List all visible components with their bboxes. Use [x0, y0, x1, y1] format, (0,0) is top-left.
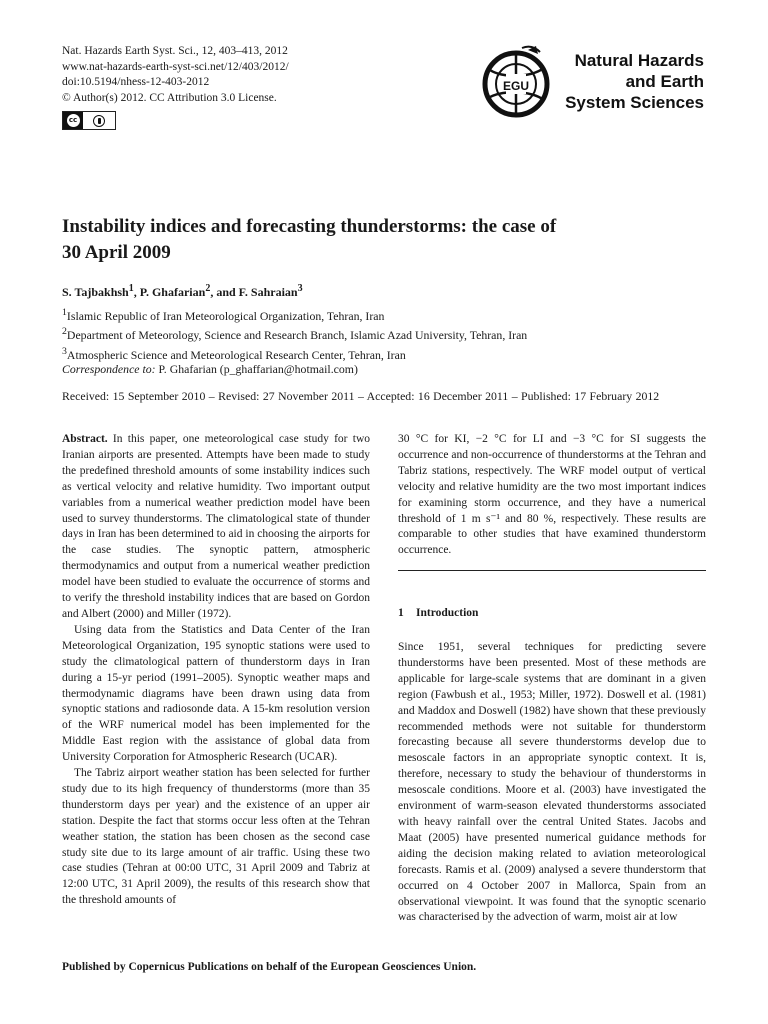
paper-title-line1: Instability indices and forecasting thunderstorms: the case of [62, 216, 557, 237]
section-title: Introduction [416, 607, 479, 619]
abstract-column [62, 432, 370, 909]
abstract-paragraph: The Tabriz airport weather station has been selected for further study due to its high frequency of thunderstorms (more than 35 thunderstorm days per year) and the existence of an upper air station. Despite the fact that storms occur less often at the Tehran weather station, the station has been chosen as the second case study site due to its large amount of air traffic. Using these two case studies (Tehran at 00:00 UTC, 31 April 2009 and Tabriz at 12:00 UTC, 31 April 2009), the results of this research show that the threshold amounts of [62, 767, 370, 907]
journal-name-line3: System Sciences [565, 93, 704, 112]
journal-name-line2: and Earth [625, 72, 704, 91]
introduction-body [398, 640, 706, 926]
cc-by-license-badge[interactable] [62, 111, 116, 130]
introduction-paragraph: Since 1951, several techniques for predicting severe thunderstorms have been presented. Most of these methods are applicable for large-scale systems that are dominant in a given region (Fawbush et al., 1953; Miller, 1972). Doswell et al. (1981) and Maddox and Doswell (1982) have shown that these previously recommended methods were not suitable for thunderstorm forecasting because all severe thunderstorms develop due to mesoscale factors in an appropriate synoptic context. It is, therefore, necessary to study the behaviour of thunderstorms in mesoscale conditions. Moore et al. (2003) have investigated the environment of warm-season elevated thunderstorms associated with heavy rainfall over the central United States. Jacobs and Maat (2005) have presented numerical guidance methods for aiding the decision making related to aviation meteorological forecasts. Ramis et al. (2009) analysed a severe thunderstorm that occurred on 4 October 2007 in Mallorca, Spain from an observational viewpoint. It was found that the synoptic scenario was characterised by the advection of warm, moist air at low [398, 641, 706, 924]
section-heading-introduction [398, 607, 478, 619]
egu-logo-icon [478, 44, 558, 122]
section-number: 1 [398, 607, 404, 619]
journal-license: © Author(s) 2012. CC Attribution 3.0 License. [62, 91, 277, 104]
abstract-paragraph: Using data from the Statistics and Data Center of the Iran Meteorological Organization, 195 synoptic stations were used to study the climatological pattern of thunderstorm days in Iran during a 15-yr period (1991–2005). Synoptic weather maps and thermodynamic diagrams have been drawn using data from synoptic stations and radiosonde data. A 15-km resolution version of the WRF numerical model has been implemented for the Middle East region with the assistance of global data from University Corporation for Atmospheric Research (UCAR). [62, 623, 370, 764]
journal-citation: Nat. Hazards Earth Syst. Sci., 12, 403–413, 2012 [62, 45, 288, 57]
author-affiliation-mark: 2 [205, 283, 211, 294]
paper-title [62, 214, 702, 266]
author-name: P. Ghafarian [139, 285, 206, 299]
affiliation-list [62, 305, 527, 363]
author-affiliation-mark: 1 [128, 283, 134, 294]
author-name: F. Sahraian [238, 285, 298, 299]
abstract-continuation [398, 432, 706, 559]
journal-doi[interactable]: doi:10.5194/nhess-12-403-2012 [62, 76, 210, 88]
section-divider [398, 570, 706, 571]
journal-name-line1: Natural Hazards [574, 51, 704, 70]
abstract-label: Abstract. [62, 433, 108, 445]
author-list: S. Tajbakhsh$^1$, P. Ghafarian$^2$, and F. Sahraian$^3$ [62, 283, 303, 299]
submission-dates: Received: 15 September 2010 – Revised: 27 November 2011 – Accepted: 16 December 2011 – Published: 17 February 2012 [62, 389, 660, 403]
affiliation-item: $^3$Atmospheric Science and Meteorological Research Center, Tehran, Iran [62, 345, 406, 362]
correspondence-label: Correspondence to: [62, 362, 156, 376]
correspondence-line [62, 362, 358, 377]
author-affiliation-mark: 3 [297, 283, 303, 294]
abstract-paragraph: Abstract. In this paper, one meteorological case study for two Iranian airports are presented. Attempts have been made to study the predefined threshold amounts of some instability indices such as vertical velocity and relative humidity. Two important output variables from a numerical weather prediction model have been used to survey thunderstorms. The climatological state of thunder days in Iran has been determined to aid in choosing the airports for the case studies. The synoptic pattern, atmospheric thermodynamics and output from a numerical weather prediction model have been studied to evaluate the occurrence of storms and to verify the threshold instability indices that are based on Gordon and Albert (2000) and Miller (1972). [62, 433, 370, 620]
affiliation-item: $^1$Islamic Republic of Iran Meteorological Organization, Tehran, Iran [62, 307, 385, 323]
cc-icon: cc [67, 114, 80, 127]
journal-name [548, 50, 704, 113]
abstract-paragraph: 30 °C for KI, −2 °C for LI and −3 °C for SI suggests the occurrence and non-occurrence of thunderstorms at the Tehran and Tabriz stations, respectively. The WRF model output of vertical velocity and relative humidity are the two most important indices for examining storm occurrence, and they have a numerical threshold of 1 m s⁻¹ and 80 %, respectively. These results are comparable to other studies that have examined thunderstorm occurrence. [398, 433, 706, 557]
correspondence-contact[interactable]: P. Ghafarian (p_ghaffarian@hotmail.com) [158, 362, 358, 376]
affiliation-item: $^2$Department of Meteorology, Science and Research Branch, Islamic Azad University, Tehran, Iran [62, 326, 528, 343]
paper-title-line2: 30 April 2009 [62, 242, 171, 263]
journal-url[interactable]: www.nat-hazards-earth-syst-sci.net/12/403/2012/ [62, 60, 289, 73]
author-name: S. Tajbakhsh [62, 285, 129, 299]
publisher-footer: Published by Copernicus Publications on behalf of the European Geosciences Union. [62, 961, 477, 973]
by-icon [83, 112, 115, 129]
journal-citation-block [62, 44, 289, 106]
egu-logo-letters: EGU [502, 79, 530, 93]
